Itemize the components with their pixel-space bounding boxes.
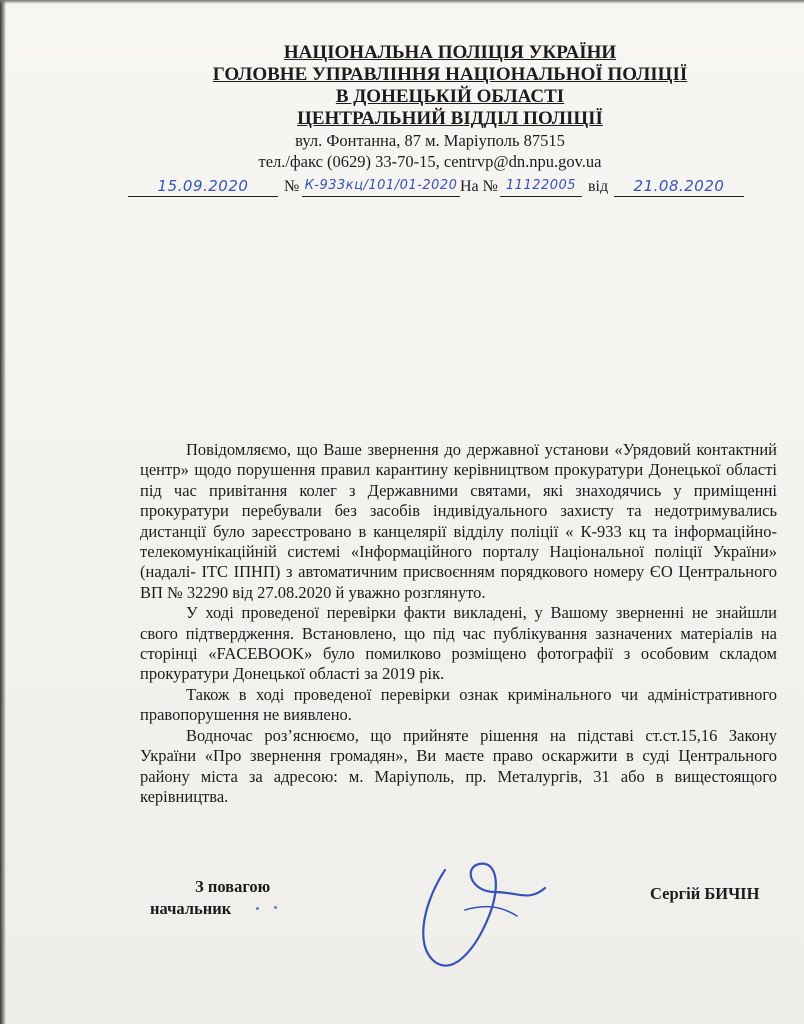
paragraph-2: У ході проведеної перевірки факти викладені, у Вашому зверненні не знайшли свого підтвердження. Встановлено, що під час публікування зазначених матеріалів на сторінці «FACEBOOK» було помилково розміщено фотографії з особовим складом прокуратури Донецької області за 2019 рік.: [140, 603, 777, 684]
outgoing-date: 15.09.2020: [128, 176, 278, 197]
letterhead: [190, 42, 710, 130]
ink-dot: [274, 906, 277, 909]
reply-date: 21.08.2020: [614, 176, 744, 197]
from-label: від: [588, 178, 609, 195]
paragraph-4: Водночас роз’яснюємо, що прийняте рішення на підставі ст.ст.15,16 Закону України «Про звернення громадян», Ви маєте право оскаржити в суді Центрального району міста за адресою: м. Маріуполь, пр. Металургів, 31 або в вищестоящого керівництва.: [140, 725, 777, 806]
closing-respect: З повагою: [195, 877, 271, 896]
letterhead-address: вул. Фонтанна, 87 м. Маріуполь 87515: [295, 131, 565, 150]
letter-body: [140, 440, 777, 807]
closing-block: [150, 876, 270, 920]
paragraph-3: Також в ході проведеної перевірки ознак кримінального чи адміністративного правопорушення не виявлено.: [140, 684, 777, 725]
signatory-name: Сергій БИЧІН: [650, 884, 760, 903]
registration-line: [128, 172, 758, 198]
letterhead-line-1: НАЦІОНАЛЬНА ПОЛІЦІЯ УКРАЇНИ: [283, 42, 617, 63]
letterhead-contacts: тел./факс (0629) 33-70-15, centrvp@dn.npu.gov.ua: [258, 152, 602, 171]
letterhead-line-4: ЦЕНТРАЛЬНИЙ ВІДДІЛ ПОЛІЦІЇ: [297, 108, 603, 129]
scan-edge-top: [0, 0, 804, 4]
handwritten-signature: [405, 850, 555, 980]
reply-number: 11122005: [500, 176, 582, 197]
paragraph-1: Повідомляємо, що Ваше звернення до державної установи «Урядовий контактний центр» щодо порушення правил карантину керівництвом прокуратури Донецької області під час привітання колег з Державними святами, які знаходячись у приміщенні прокуратури перебували без засобів індивідуального захисту та недотримувались дистанції було зареєстровано в канцелярії відділу поліції « К-933 кц та інформаційно-телекомунікаційній системі «Інформаційного порталу Національної поліції України» (надалі- ІТС ІПНП) з автоматичним присвоєнням порядкового номеру ЄО Центрального ВП № 32290 від 27.08.2020 й уважно розглянуто.: [140, 440, 777, 602]
number-label: №: [284, 178, 300, 195]
letterhead-line-2: ГОЛОВНЕ УПРАВЛІННЯ НАЦІОНАЛЬНОЇ ПОЛІЦІЇ: [212, 64, 688, 85]
scan-edge-left: [0, 0, 6, 1024]
ink-dot: [256, 907, 259, 910]
outgoing-number: К-933кц/101/01-2020: [302, 176, 460, 197]
letterhead-line-3: В ДОНЕЦЬКІЙ ОБЛАСТІ: [335, 86, 565, 107]
closing-position: начальник: [150, 899, 232, 918]
reply-label: На №: [460, 178, 498, 195]
